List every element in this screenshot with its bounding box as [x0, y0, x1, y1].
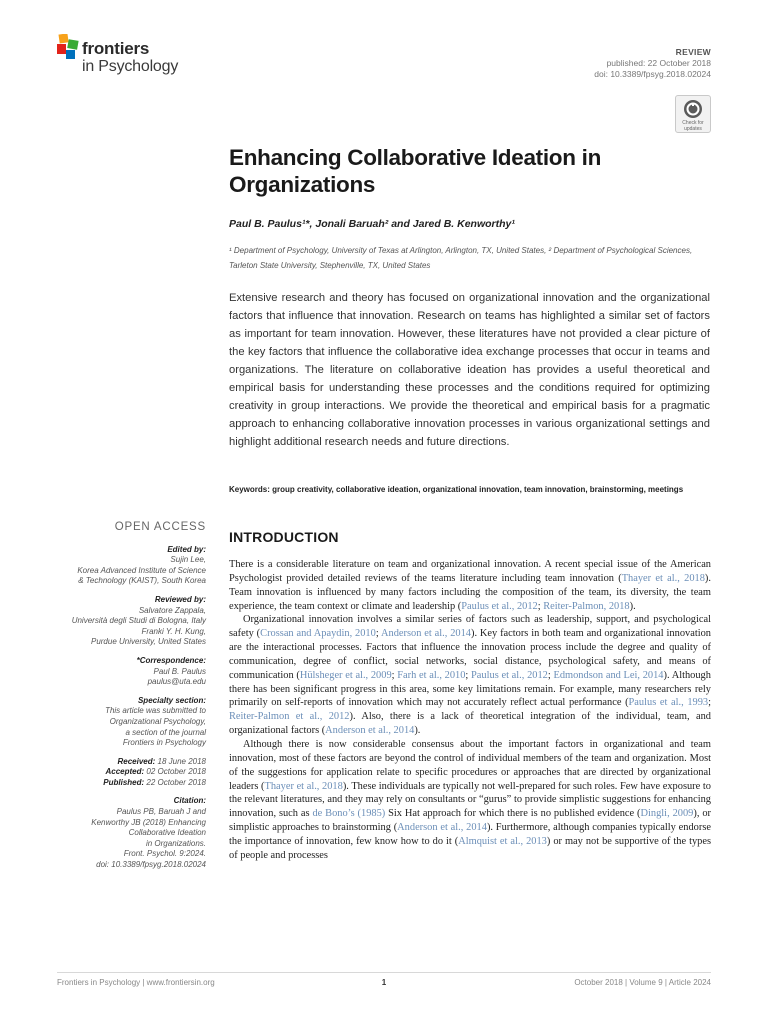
- check-updates-icon: [683, 99, 703, 119]
- citation-link[interactable]: Crossan and Apaydin, 2010: [260, 628, 376, 640]
- paragraph-text: ). Also, there is a lack of theoretical integration of the individual, team, and organizational factors (: [229, 711, 711, 737]
- reviewed-by-label: Reviewed by:: [154, 594, 206, 604]
- abstract: Extensive research and theory has focused on organizational innovation and the organizational factors that influence that innovation. Research on teams has highlighted a similar set of factors as important for team innovation. However, these literatures have not provided a clear picture of the key factors that influence the collaborative idea exchange processes that occur in teams and organizations. The literature on collaborative ideation has provides a useful theoretical and empirical basis for understanding these processes and the conditions required for optimizing creativity in group interactions. We provide the theoretical and empirical basis for a pragmatic approach to enhancing collaborative innovation processes in various organizational settings and highlight additional research needs and future directions.: [229, 292, 710, 448]
- citation-block: [26, 796, 206, 870]
- published-label: Published:: [103, 777, 145, 787]
- specialty-block: [26, 696, 206, 749]
- published-date-sidebar: 22 October 2018: [146, 777, 206, 787]
- editor-line: & Technology (KAIST), South Korea: [78, 576, 206, 586]
- paragraph-text: ), or simplistic approaches to brainstorming (: [229, 808, 711, 834]
- citation-label: Citation:: [173, 796, 206, 806]
- frontiers-logo-icon: [57, 34, 81, 60]
- editor-line: Sujin Lee,: [170, 555, 206, 565]
- reviewed-by-block: [26, 595, 206, 648]
- page-footer: [57, 972, 711, 986]
- published-row: [26, 778, 206, 789]
- citation-doi[interactable]: doi: 10.3389/fpsyg.2018.02024: [96, 860, 206, 870]
- paragraph-text: ;: [537, 600, 544, 612]
- received-row: [26, 757, 206, 768]
- article-meta: [594, 47, 711, 80]
- reviewer-line: Franki Y. H. Kung,: [141, 626, 206, 636]
- citation-link[interactable]: Farh et al., 2010: [397, 669, 466, 681]
- correspondence-email[interactable]: paulus@uta.edu: [147, 677, 206, 687]
- paragraph-text: ;: [465, 669, 472, 681]
- correspondence-block: [26, 656, 206, 688]
- section-heading-introduction: INTRODUCTION: [229, 529, 339, 545]
- paragraph-text: ;: [391, 669, 398, 681]
- citation-link[interactable]: Edmondson and Lei, 2014: [553, 669, 664, 681]
- doi[interactable]: doi: 10.3389/fpsyg.2018.02024: [594, 69, 711, 79]
- journal-subtitle: in Psychology: [82, 58, 179, 75]
- accepted-date: 02 October 2018: [146, 767, 206, 777]
- paragraph-text: ). Although there has been significant progress in this area, some key limitations remain. For example, many researchers rely primarily on self-reports of innovation which may not accurately reflect actual performance (: [229, 669, 711, 709]
- specialty-line: a section of the journal: [125, 727, 206, 737]
- open-access-label: OPEN ACCESS: [114, 521, 206, 533]
- citation-line: Kenworthy JB (2018) Enhancing: [91, 817, 206, 827]
- accepted-label: Accepted:: [105, 767, 145, 777]
- citation-link[interactable]: Thayer et al., 2018: [621, 572, 705, 584]
- footer-journal[interactable]: Frontiers in Psychology | www.frontiersin.org: [57, 978, 215, 987]
- paragraph-text: ). These individuals are typically not well-prepared for such roles. Few have exposure to the relevant literatures, and they may rely on consultants or “gurus” to provide simplistic suggestions for enhancing innovation, such as: [229, 780, 711, 820]
- citation-link[interactable]: Thayer et al., 2018: [264, 780, 343, 792]
- paragraph-text: Organizational innovation involves a similar series of factors such as leadership, support, and psychological safety (: [229, 614, 711, 640]
- editor-line: Korea Advanced Institute of Science: [77, 565, 206, 575]
- specialty-label: Specialty section:: [137, 695, 206, 705]
- citation-link[interactable]: Paulus et al., 1993: [628, 697, 709, 709]
- author-affiliations: ¹ Department of Psychology, University of Texas at Arlington, Arlington, TX, United States, ² Department of Psychological Sciences, Tarleton State University, Stephenville, TX, United States: [229, 246, 693, 270]
- citation-line: Collaborative Ideation: [128, 828, 206, 838]
- paragraph-text: Although there is now considerable consensus about the important factors in organizational and team innovation, most of these factors are beyond the control of individual members of the team and organization. Most of the suggestions for application relate to specific procedures or approaches that are directed by organizational leaders (: [229, 738, 711, 792]
- check-for-updates-button[interactable]: [675, 95, 711, 133]
- citation-link[interactable]: Dingli, 2009: [640, 808, 694, 820]
- paragraph-text: ).: [629, 600, 636, 612]
- citation-line: Front. Psychol. 9:2024.: [123, 849, 206, 859]
- citation-link[interactable]: Anderson et al., 2014: [381, 628, 471, 640]
- paragraph-text: ;: [547, 669, 554, 681]
- reviewer-line: Purdue University, United States: [90, 637, 206, 647]
- keywords: Keywords: group creativity, collaborative ideation, organizational innovation, team innovation, brainstorming, meetings: [229, 485, 684, 494]
- paragraph-text: ).: [414, 725, 421, 737]
- paragraph-text: Six Hat approach for which there is no published evidence (: [385, 808, 641, 820]
- citation-link[interactable]: Anderson et al., 2014: [397, 822, 487, 834]
- paragraph: [229, 613, 711, 738]
- paragraph-text: ) or may not be supportive of the types of people and processes: [229, 835, 711, 861]
- paragraph-text: ;: [708, 697, 711, 709]
- citation-link[interactable]: Paulus et al., 2012: [461, 600, 538, 612]
- citation-link[interactable]: Hülsheger et al., 2009: [299, 669, 392, 681]
- check-updates-label: Check for updates: [682, 120, 704, 132]
- citation-link[interactable]: Reiter-Palmon et al., 2012: [229, 711, 350, 723]
- paragraph-text: ). Team innovation is influenced by many factors including the composition of the team, its diversity, the team experience, the team context or climate and leadership (: [229, 572, 711, 612]
- specialty-line: Frontiers in Psychology: [122, 738, 206, 748]
- citation-line: in Organizations.: [145, 838, 206, 848]
- citation-link[interactable]: Reiter-Palmon, 2018: [543, 600, 630, 612]
- specialty-line: This article was submitted to: [105, 706, 206, 716]
- journal-logo[interactable]: [57, 34, 207, 82]
- citation-line: Paulus PB, Baruah J and: [116, 807, 206, 817]
- reviewer-line: Università degli Studi di Bologna, Italy: [71, 616, 206, 626]
- article-authors: Paul B. Paulus¹*, Jonali Baruah² and Jared B. Kenworthy¹: [229, 218, 515, 230]
- page-number: 1: [381, 978, 387, 987]
- article-title: Enhancing Collaborative Ideation in Organizations: [229, 145, 602, 197]
- citation-link[interactable]: Anderson et al., 2014: [325, 725, 415, 737]
- received-date: 18 June 2018: [157, 756, 206, 766]
- paragraph: [229, 558, 711, 613]
- correspondence-name: Paul B. Paulus: [153, 666, 206, 676]
- published-date: published: 22 October 2018: [606, 58, 711, 68]
- paragraph-text: There is a considerable literature on team and organizational innovation. A recent special issue of the American Psychologist provided detailed reviews of the teams literature including team innovation (: [229, 559, 711, 584]
- article-type: REVIEW: [675, 47, 711, 57]
- edited-by-label: Edited by:: [167, 544, 206, 554]
- specialty-line: Organizational Psychology,: [109, 716, 206, 726]
- citation-link[interactable]: de Bono’s (1985): [312, 808, 386, 820]
- paragraph-text: ). Key factors in both team and organizational innovation are the interactional processes. Factors that influence the innovation process include the degree and quality of communication, degree of conflict, social networks, social distance, psychological safety, and means of communication (: [229, 628, 711, 681]
- journal-brand: frontiers: [82, 39, 150, 58]
- correspondence-label: *Correspondence:: [136, 655, 206, 665]
- paragraph: [229, 738, 711, 863]
- edited-by-block: [26, 545, 206, 587]
- citation-link[interactable]: Almquist et al., 2013: [458, 835, 547, 847]
- footer-issue: October 2018 | Volume 9 | Article 2024: [574, 978, 711, 987]
- received-label: Received:: [117, 756, 156, 766]
- body-text: [229, 558, 711, 863]
- accepted-row: [26, 767, 206, 778]
- paragraph-text: ;: [375, 628, 381, 640]
- citation-link[interactable]: Paulus et al., 2012: [471, 669, 548, 681]
- reviewer-line: Salvatore Zappala,: [138, 605, 206, 615]
- paragraph-text: ). Furthermore, although companies typically endorse the importance of innovation, few know how to do it (: [229, 822, 711, 847]
- dates-block: [26, 757, 206, 789]
- article-sidebar: [26, 522, 206, 879]
